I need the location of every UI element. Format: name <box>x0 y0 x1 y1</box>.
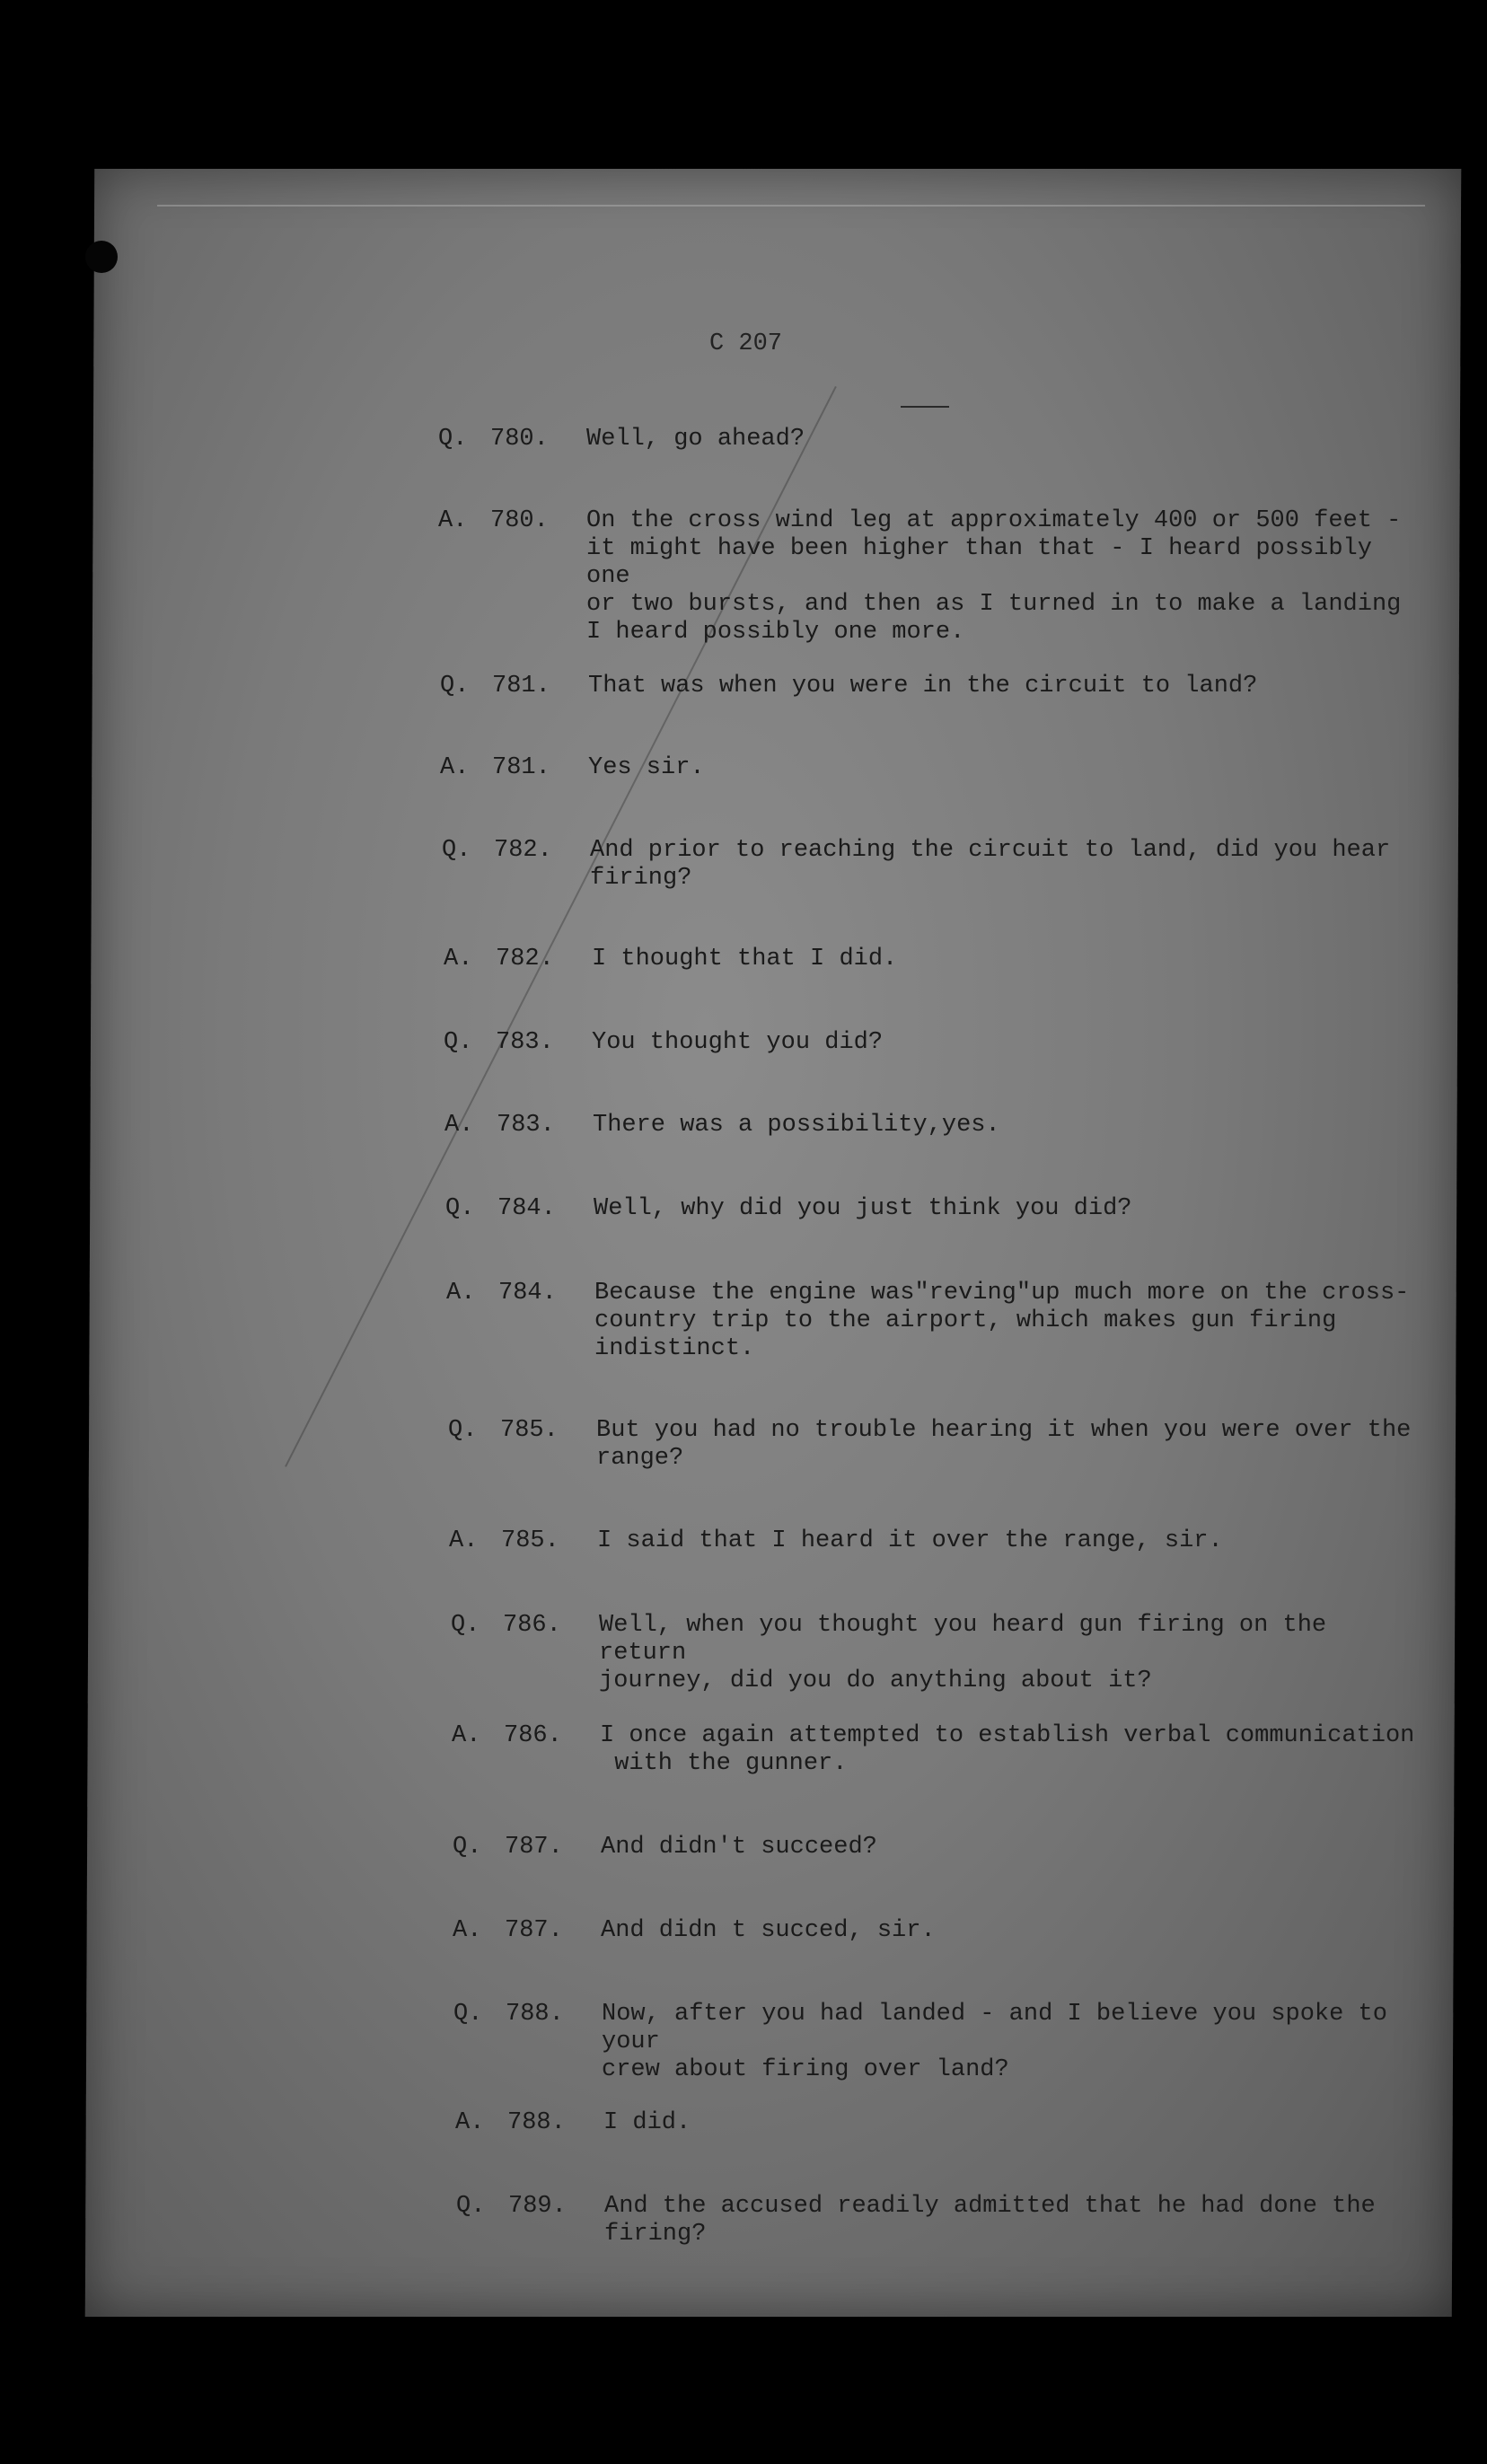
speaker-label: A. <box>446 1280 476 1307</box>
speaker-label: Q. <box>451 1612 480 1639</box>
entry-text: And didn t succed, sir. <box>601 1917 936 1944</box>
entry-text: You thought you did? <box>592 1029 884 1056</box>
entry-text: And prior to reaching the circuit to land, did you hear firing? <box>590 837 1391 892</box>
page-number: C 207 <box>709 330 783 357</box>
entry-text: And the accused readily admitted that he had done the firing? <box>604 2193 1376 2248</box>
question-789 <box>456 2193 1376 2332</box>
entry-number: 782. <box>496 946 554 972</box>
entry-text: I said that I heard it over the range, sir. <box>597 1527 1223 1554</box>
entry-number: 787. <box>505 1834 563 1861</box>
answer-780 <box>438 507 1402 647</box>
entry-text: I once again attempted to establish verbal communication with the gunner. <box>600 1722 1415 1777</box>
speaker-label: A. <box>453 1917 482 1944</box>
speaker-label: Q. <box>453 1834 482 1861</box>
entry-number: 785. <box>500 1417 559 1444</box>
speaker-label: Q. <box>442 837 471 864</box>
entry-text: Yes sir. <box>588 754 705 781</box>
speaker-label: Q. <box>440 673 470 700</box>
speaker-label: Q. <box>444 1029 473 1056</box>
entry-number: 783. <box>496 1029 554 1056</box>
entry-text: Well, why did you just think you did? <box>594 1195 1132 1222</box>
entry-number: 780. <box>490 507 549 534</box>
speaker-label: Q. <box>448 1417 478 1444</box>
document-sheet <box>85 169 1461 2317</box>
entry-text: On the cross wind leg at approximately 400 or 500 feet - it might have been higher than that - I heard possibly one or two bursts, and then as I turned in to make a landing I heard possibly one more. <box>586 507 1402 646</box>
entry-text: Well, when you thought you heard gun firing on the return journey, did you do anything about it? <box>599 1612 1327 1694</box>
entry-number: 784. <box>498 1280 557 1307</box>
speaker-label: A. <box>438 507 468 534</box>
punch-hole <box>85 241 118 273</box>
speaker-label: A. <box>455 2109 485 2136</box>
sheet-edge-line <box>157 205 1425 207</box>
speaker-label: A. <box>440 754 470 781</box>
entry-text: But you had no trouble hearing it when you were over the range? <box>596 1417 1412 1472</box>
entry-text: Now, after you had landed - and I believe you spoke to your crew about firing over land? <box>602 2001 1387 2083</box>
answer-784 <box>446 1280 1410 1419</box>
entry-number: 784. <box>497 1195 556 1222</box>
speaker-label: Q. <box>453 2001 483 2028</box>
entry-number: 785. <box>501 1527 559 1554</box>
speaker-label: A. <box>444 1112 474 1139</box>
entry-number: 783. <box>497 1112 555 1139</box>
entry-number: 782. <box>494 837 552 864</box>
entry-number: 788. <box>506 2001 564 2028</box>
entry-text: Because the engine was"reving"up much more on the cross- country trip to the airport, which makes gun firing indistinct. <box>594 1280 1410 1362</box>
entry-text: There was a possibility,yes. <box>593 1112 1000 1139</box>
entry-number: 786. <box>504 1722 562 1749</box>
entry-number: 781. <box>492 754 550 781</box>
speaker-label: Q. <box>456 2193 486 2220</box>
entry-text: That was when you were in the circuit to land? <box>588 673 1258 700</box>
speaker-label: Q. <box>438 426 468 453</box>
entry-number: 780. <box>490 426 549 453</box>
page-number-rule <box>901 406 949 408</box>
speaker-label: Q. <box>445 1195 475 1222</box>
speaker-label: A. <box>449 1527 479 1554</box>
speaker-label: A. <box>452 1722 481 1749</box>
entry-number: 788. <box>507 2109 566 2136</box>
entry-number: 787. <box>505 1917 563 1944</box>
entry-text: I did. <box>603 2109 691 2136</box>
entry-number: 789. <box>508 2193 567 2220</box>
speaker-label: A. <box>444 946 473 972</box>
entry-text: And didn't succeed? <box>601 1834 877 1861</box>
entry-text: Well, go ahead? <box>586 426 805 453</box>
entry-text: I thought that I did. <box>592 946 898 972</box>
entry-number: 786. <box>503 1612 561 1639</box>
entry-number: 781. <box>492 673 550 700</box>
